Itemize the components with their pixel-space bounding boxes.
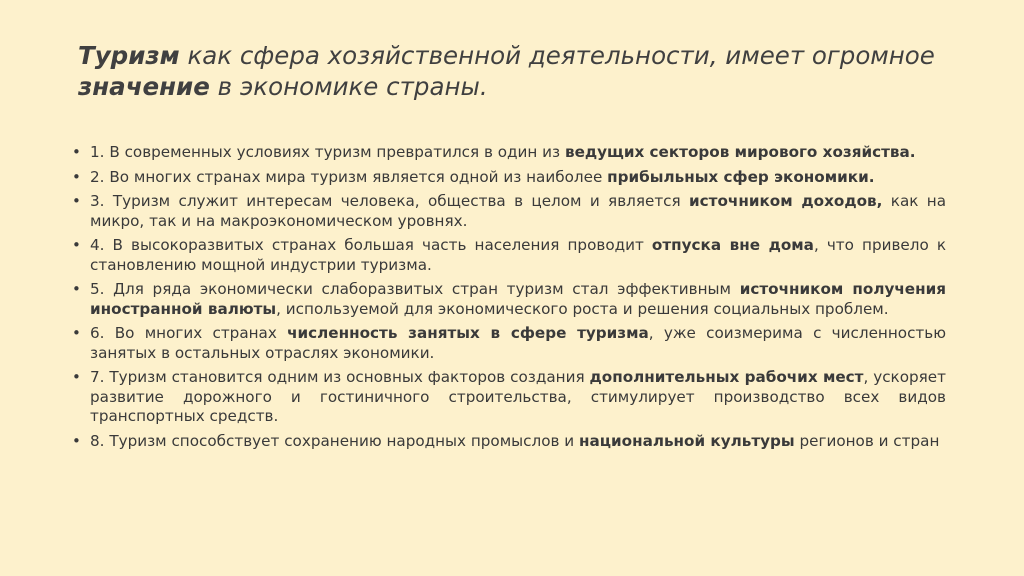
bullet-icon: • <box>72 280 81 298</box>
item-text: 6. Во многих странах <box>90 324 288 342</box>
bullet-icon: • <box>72 324 81 342</box>
item-text: 2. Во многих странах мира туризм является одной из наиболее <box>90 167 608 186</box>
item-text-end: регионов и стран <box>794 431 940 450</box>
list-item-4 <box>72 236 946 275</box>
title-keyword-importance: значение <box>78 72 210 101</box>
list-item-7 <box>72 368 946 427</box>
item-emphasis: прибыльных сфер экономики. <box>607 167 875 186</box>
item-emphasis: численность занятых в сфере туризма <box>287 324 649 342</box>
item-text: 1. В современных условиях туризм превратился в один из <box>90 143 565 161</box>
item-text: 5. Для ряда экономически слаборазвитых стран туризм стал эффективным <box>90 280 740 298</box>
slide-title <box>78 40 958 102</box>
item-text: 7. Туризм становится одним из основных факторов создания <box>90 368 590 386</box>
item-text-end: , используемой для экономического роста и решения социальных проблем. <box>276 299 889 318</box>
list-item-8 <box>72 432 946 452</box>
bullet-icon: • <box>72 167 81 186</box>
list-item-6 <box>72 324 946 363</box>
title-text-part: как сфера хозяйственной деятельности, имеет огромное <box>179 41 935 70</box>
list-item-1 <box>72 143 946 163</box>
item-text-end: , уже соизмерима с численностью занятых в остальных отраслях экономики. <box>90 324 946 362</box>
item-emphasis: национальной культуры <box>579 431 795 450</box>
list-item-3 <box>72 192 946 231</box>
item-emphasis: отпуска вне дома <box>651 236 814 254</box>
item-text-end: , ускоряет развитие дорожного и гостиничного строительства, стимулирует производство всех видов транспортных средств. <box>90 368 946 425</box>
bullet-icon: • <box>72 431 81 450</box>
bullet-icon: • <box>72 143 81 161</box>
item-text: 4. В высокоразвитых странах большая часть населения проводит <box>90 236 652 254</box>
item-text-end: , что привело к становлению мощной индустрии туризма. <box>90 236 947 274</box>
list-item-2 <box>72 168 946 188</box>
item-emphasis: источником доходов, <box>689 192 883 210</box>
bullet-icon: • <box>72 236 81 254</box>
list-item-5 <box>72 280 946 319</box>
bullet-icon: • <box>72 368 81 386</box>
item-text-end: как на микро, так и на макроэкономическом уровнях. <box>90 192 947 230</box>
title-text-end: в экономике страны. <box>209 72 488 101</box>
item-emphasis: источником получения иностранной валюты <box>90 280 946 318</box>
item-emphasis: дополнительных рабочих мест <box>589 368 864 386</box>
bullet-icon: • <box>72 192 81 210</box>
item-text: 8. Туризм способствует сохранению народных промыслов и <box>90 431 579 450</box>
item-emphasis: ведущих секторов мирового хозяйства. <box>564 143 916 161</box>
item-text: 3. Туризм служит интересам человека, общества в целом и является <box>90 192 690 210</box>
bullet-list <box>72 143 946 456</box>
title-keyword-tourism: Туризм <box>78 41 180 70</box>
